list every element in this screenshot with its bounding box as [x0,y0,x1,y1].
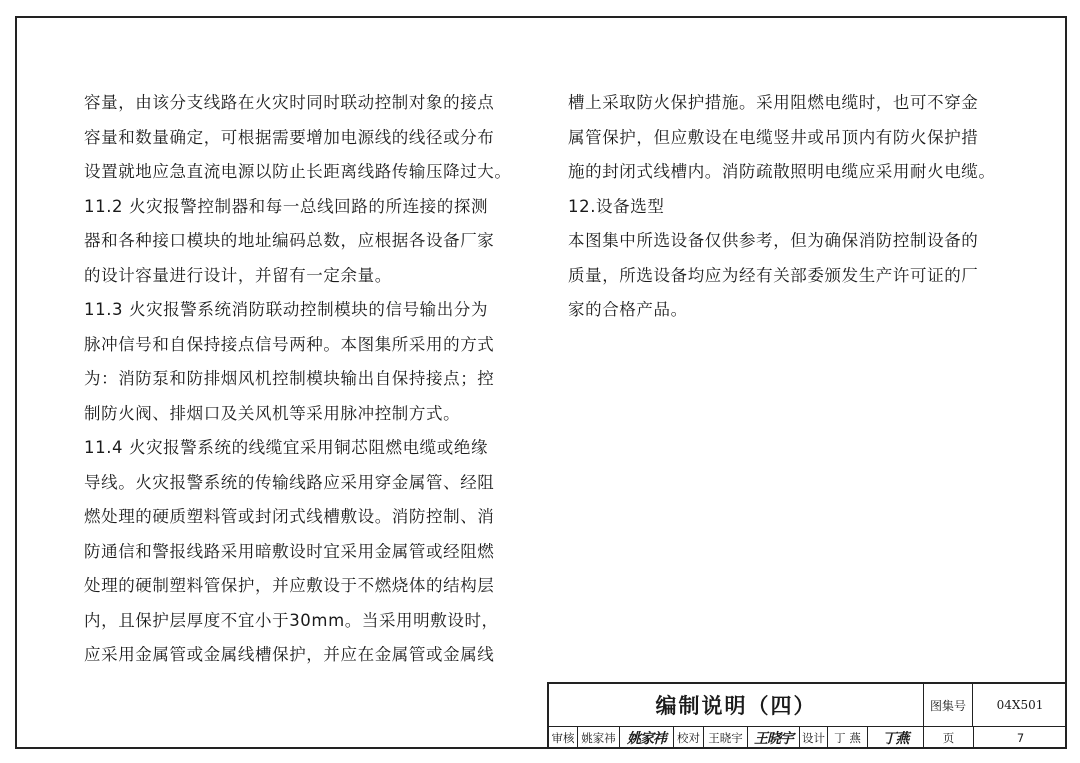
title-block-header [549,684,1067,727]
text-line: 制防火阀、排烟口及关风机等采用脉冲控制方式。 [84,403,461,423]
right-text-column [568,86,996,328]
designer-name: 丁 燕 [827,727,867,749]
text-line: 设置就地应急直流电源以防止长距离线路传输压降过大。 [84,162,512,181]
sheet-title: 编制说明（四） [655,694,817,718]
text-line: 12.设备选型 [568,196,665,216]
atlas-number: 04X501 [996,698,1044,712]
text-line: 本图集中所选设备仅供参考，但为确保消防控制设备的 [568,231,979,250]
text-line: 容量和数量确定，可根据需要增加电源线的线径或分布 [84,127,495,147]
text-line: 防通信和警报线路采用暗敷设时宜采用金属管或经阻燃 [84,541,495,561]
text-line: 燃处理的硬质塑料管或封闭式线槽敷设。消防控制、消 [84,507,495,526]
text-line: 应采用金属管或金属线槽保护，并应在金属管或金属线 [84,645,495,664]
reviewer-name: 姚家祎 [577,727,619,749]
text-line: 11.4 火灾报警系统的线缆宜采用铜芯阻燃电缆或绝缘 [84,438,489,457]
text-line: 家的合格产品。 [568,300,688,319]
check-label: 校对 [673,727,703,749]
text-line: 的设计容量进行设计，并留有一定余量。 [84,265,392,285]
text-line: 11.3 火灾报警系统消防联动控制模块的信号输出分为 [84,300,489,319]
text-line: 容量，由该分支线路在火灾时同时联动控制对象的接点 [84,93,495,112]
text-line: 11.2 火灾报警控制器和每一总线回路的所连接的探测 [84,196,489,216]
text-line: 质量，所选设备均应为经有关部委颁发生产许可证的厂 [568,265,979,285]
text-line: 内，且保护层厚度不宜小于30mm。当采用明敷设时， [84,610,499,630]
text-line: 施的封闭式线槽内。消防疏散照明电缆应采用耐火电缆。 [568,162,996,181]
text-line: 导线。火灾报警系统的传输线路应采用穿金属管、经阻 [84,472,495,492]
left-text-column [84,86,512,673]
text-line: 槽上采取防火保护措施。采用阻燃电缆时，也可不穿金 [568,93,979,112]
text-line: 为：消防泵和防排烟风机控制模块输出自保持接点；控 [84,369,495,388]
title-block [547,682,1067,749]
text-line: 器和各种接口模块的地址编码总数，应根据各设备厂家 [84,231,495,250]
text-line: 属管保护，但应敷设在电缆竖井或吊顶内有防火保护措 [568,127,979,147]
page-label: 页 [923,727,973,749]
signature-row [549,727,1067,749]
page-number: 7 [973,727,1067,749]
designer-signature: 丁燕 [867,727,923,749]
design-label: 设计 [799,727,827,749]
reviewer-signature: 姚家祎 [619,727,673,749]
text-line: 脉冲信号和自保持接点信号两种。本图集所采用的方式 [84,334,495,354]
atlas-number-label: 图集号 [923,684,973,726]
checker-signature: 王晓宇 [747,727,799,749]
review-label: 审核 [551,731,575,745]
text-line: 处理的硬制塑料管保护，并应敷设于不燃烧体的结构层 [84,576,495,595]
checker-name: 王晓宇 [703,727,747,749]
